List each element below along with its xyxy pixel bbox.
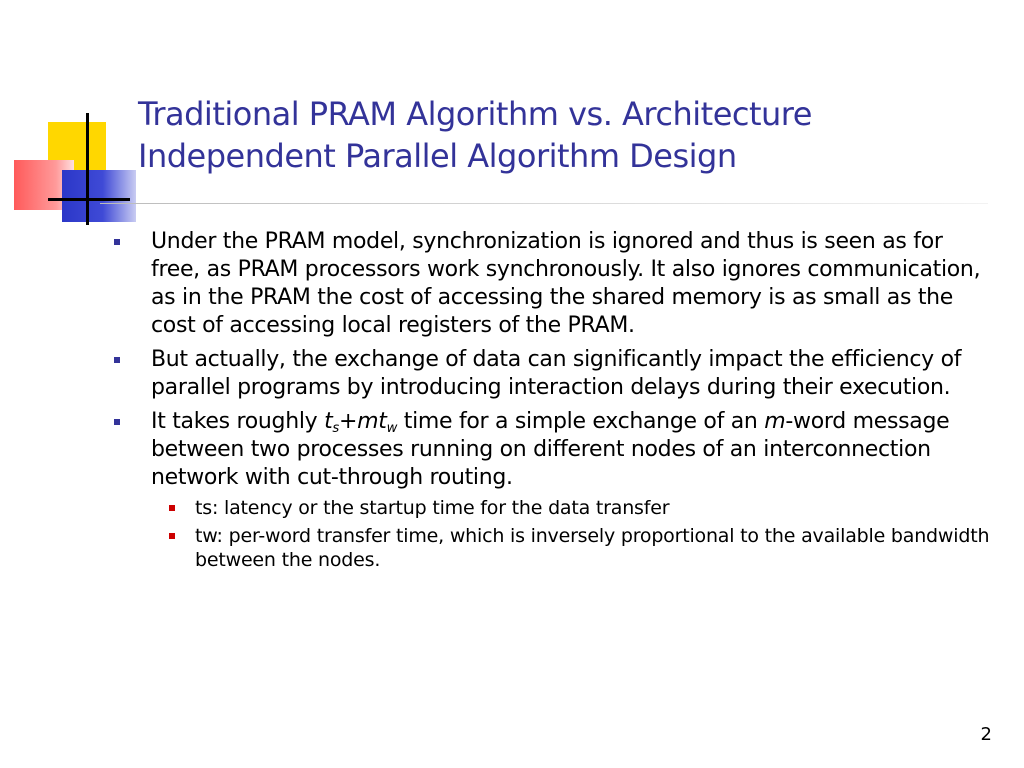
vertical-line <box>86 113 89 225</box>
page-number: 2 <box>980 724 992 745</box>
slide-title-line-2: Independent Parallel Algorithm Design <box>138 137 737 175</box>
sub-bullet-text: ts: latency or the startup time for the data transfer <box>195 497 670 519</box>
bullet-text: Under the PRAM model, synchronization is ignored and thus is seen as for free, as PRAM processors work synchronously. It also ignores communication, as in the PRAM the cost of accessing the shared memory is as small as the cost of accessing local registers of the PRAM. <box>151 229 981 338</box>
title-divider <box>100 203 988 204</box>
bullet-text: But actually, the exchange of data can significantly impact the efficiency of parallel programs by introducing interaction delays during their execution. <box>151 347 962 400</box>
horizontal-line <box>48 198 130 201</box>
slide-title <box>138 93 998 177</box>
bullet-square-icon <box>114 239 120 245</box>
bullet-text: It takes roughly $t_s+mt_w$ time for a simple exchange of an m-word message between two processes running on different nodes of an interconnection network with cut-through routing. <box>151 409 950 490</box>
bullet-square-icon <box>114 419 120 425</box>
bullet-list <box>110 228 990 578</box>
bullet-square-icon <box>114 357 120 363</box>
slide-title-line-1: Traditional PRAM Algorithm vs. Architecture <box>138 95 812 133</box>
bullet-item <box>110 346 990 402</box>
sub-bullet-item <box>110 496 990 520</box>
corner-decoration <box>0 0 150 240</box>
sub-bullet-square-icon <box>169 505 175 511</box>
bullet-item <box>110 408 990 572</box>
sub-bullet-item <box>110 524 990 572</box>
sub-bullet-square-icon <box>169 533 175 539</box>
sub-bullet-text: tw: per-word transfer time, which is inversely proportional to the available bandwidth between the nodes. <box>195 525 990 571</box>
blue-square <box>62 170 136 222</box>
bullet-item <box>110 228 990 340</box>
